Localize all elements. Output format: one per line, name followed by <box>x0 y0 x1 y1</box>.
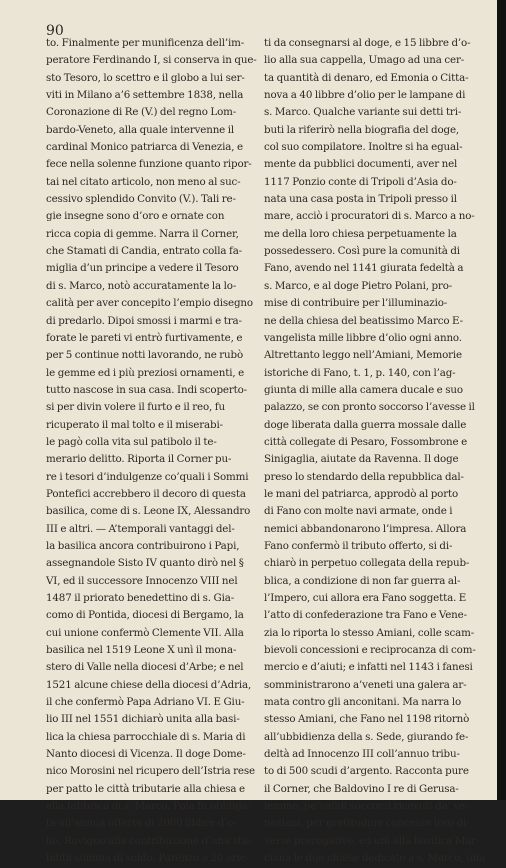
text-line: l’atto di confederazione tra Fano e Vene- <box>264 609 467 622</box>
page-number: 90 <box>46 23 64 39</box>
text-line: nico Morosini nel ricupero dell’Istria rese <box>46 765 255 778</box>
text-line: istoriche di Fano, t. 1, p. 140, con l’ag- <box>264 366 456 379</box>
text-line: zia lo riporta lo stesso Amiani, colle scam- <box>264 626 475 639</box>
text-line: stesso Amiani, che Fano nel 1198 ritornò <box>264 713 470 726</box>
text-line: Fano confermò il tributo offerto, si di- <box>264 539 453 552</box>
text-line: blica, a condizione di non far guerra al- <box>264 574 461 587</box>
text-line: cardinal Monico patriarca di Venezia, e <box>46 141 243 154</box>
text-line: ne della chiesa del beatissimo Marco E- <box>264 314 463 327</box>
text-line: re i tesori d’indulgenze co’quali i Sommi <box>46 470 249 483</box>
text-line: le gemme ed i più preziosi ornamenti, e <box>46 366 245 379</box>
text-line: me della loro chiesa perpetuamente la <box>264 227 457 240</box>
text-line: 1487 il priorato benedettino di s. Gia- <box>46 592 235 604</box>
text-line: Coronazione di Re (V.) del regno Lom- <box>46 106 237 119</box>
text-line: preso lo stendardo della repubblica dal- <box>264 470 464 483</box>
text-line: alla fabbrica di s. Marco. Pola fu obbliga- <box>46 800 251 813</box>
text-line: le mani del patriarca, approdò al porto <box>264 487 459 500</box>
text-line: mente da pubblici documenti, aver nel <box>264 158 458 171</box>
text-line: neziani, per gratitudine concesse loro di- <box>264 817 470 830</box>
text-line: VI, ed il successore Innocenzo VIII nel <box>46 574 238 587</box>
text-line: col suo compilatore. Inoltre si ha egual- <box>264 141 463 154</box>
text-line: si per divin volere il furto e il reo, fu <box>46 401 225 414</box>
text-line: cessivo splendido Convito (V.). Tali re- <box>46 193 236 206</box>
text-line: giunta di mille alla camera ducale e suo <box>264 383 463 396</box>
text-line: basilica, come di s. Leone IX, Alessandro <box>46 505 251 518</box>
text-line: lio III nel 1551 dichiarò unita alla basi- <box>46 713 240 726</box>
text-line: nemici abbandonarono l’impresa. Allora <box>264 522 467 535</box>
text-line: deltà ad Innocenzo III coll’annuo tribu- <box>264 748 460 761</box>
text-line: nata una casa posta in Tripoli presso il <box>264 193 457 206</box>
text-line: viti in Milano a’6 settembre 1838, nella <box>46 89 244 102</box>
text-line: bilita somma di soldo, Parenzo a 20 arie- <box>46 852 249 865</box>
text-line: to. Finalmente per munificenza dell’im- <box>46 37 245 49</box>
text-line: cui unione confermò Clemente VII. Alla <box>46 626 244 639</box>
text-line: peratore Ferdinando I, si conserva in que- <box>46 54 257 67</box>
text-line: to di 500 scudi d’argento. Racconta pure <box>264 765 469 778</box>
text-line: lemme, pe’validi soccorsi ricevuti da’ ve- <box>264 800 469 813</box>
text-line: Sinigaglia, aiutate da Ravenna. Il doge <box>264 453 459 466</box>
text-line: mercio e d’aiuti; e infatti nel 1143 i fanesi <box>264 661 473 674</box>
text-line: verse prerogative, ed unì alla basilica Mar- <box>264 834 480 847</box>
text-line: tai nel citato articolo, non meno al suc- <box>46 175 241 188</box>
text-line: le pagò colla vita sul patibolo il te- <box>46 435 217 448</box>
text-line: di predarlo. Dipoi smossi i marmi e tra- <box>46 314 242 327</box>
text-line: buti la riferirò nella biografia del doge, <box>264 123 460 136</box>
text-line: calità per aver concepito l’empio disegno <box>46 297 253 310</box>
text-line: che Stamati di Candia, entrato colla fa- <box>46 245 243 258</box>
text-line: basilica nel 1519 Leone X unì il mona- <box>46 644 237 657</box>
right-text-column <box>264 35 486 868</box>
text-line: stero di Valle nella diocesi d’Arbe; e nel <box>46 661 244 674</box>
text-line: Altrettanto leggo nell’Amiani, Memorie <box>264 349 462 362</box>
text-line: somministrarono a’veneti una galera ar- <box>264 678 467 691</box>
text-line: merario delitto. Riporta il Corner pu- <box>46 453 232 466</box>
text-line: il Corner, che Baldovino I re di Gerusa- <box>264 782 459 795</box>
text-line: doge liberata dalla guerra mossale dalle <box>264 418 467 431</box>
text-line: bardo-Veneto, alla quale intervenne il <box>46 123 235 136</box>
text-line: Pontefici accrebbero il decoro di questa <box>46 487 246 500</box>
text-line: assegnandole Sisto IV quanto dirò nel § <box>46 557 244 570</box>
text-line: sto Tesoro, lo scettro e il globo a lui ser- <box>46 71 245 84</box>
text-line: città collegate di Pesaro, Fossombrone e <box>264 435 468 448</box>
text-line: la basilica ancora contribuirono i Papi, <box>46 539 240 552</box>
text-line: lio alla sua cappella, Umago ad una cer- <box>264 54 465 67</box>
text-line: bievoli concessioni e reciprocanza di com- <box>264 644 476 657</box>
text-line: III e altri. — A’temporali vantaggi del- <box>46 522 235 535</box>
text-line: mare, acciò i procuratori di s. Marco a no- <box>264 210 475 223</box>
text-line: all’ubbidienza della s. Sede, giurando fe- <box>264 730 469 743</box>
text-line: ti da consegnarsi al doge, e 15 libbre d’o- <box>264 37 471 49</box>
text-line: il che confermò Papa Adriano VI. E Giu- <box>46 696 245 709</box>
text-line: nova a 40 libbre d’olio per le lampane di <box>264 89 466 102</box>
text-line: lio, Rovigno alla contribuzione d’una sta- <box>46 834 252 847</box>
text-line: mata contro gli anconitani. Ma narra lo <box>264 696 462 709</box>
text-line: per 5 continue notti lavorando, ne rubò <box>46 349 244 362</box>
text-line: forate le pareti vi entrò furtivamente, e <box>46 331 243 344</box>
text-line: 1117 Ponzio conte di Tripoli d’Asia do- <box>264 175 457 188</box>
text-line: ricca copia di gemme. Narra il Corner, <box>46 227 239 240</box>
text-line: miglia d’un principe a vedere il Tesoro <box>46 262 239 275</box>
text-line: di Fano con molte navi armate, onde i <box>264 505 453 518</box>
text-line: Fano, avendo nel 1141 giurata fedeltà a <box>264 262 464 275</box>
text-line: l’Impero, cui allora era Fano soggetta. E <box>264 592 467 604</box>
text-line: s. Marco. Qualche variante sui detti tri- <box>264 106 462 119</box>
text-line: ciana le due chiese dedicate a s. Marco, una <box>264 852 486 865</box>
text-line: possedessero. Così pure la comunità di <box>264 245 460 258</box>
left-text-column <box>46 35 256 868</box>
text-line: fece nella solenne funzione quanto ripor- <box>46 158 252 171</box>
text-line: tutto nascose in sua casa. Indi scoperto- <box>46 383 247 396</box>
text-line: chiarò in perpetuo collegata della repub- <box>264 557 470 570</box>
text-line: mise di contribuire per l’illuminazio- <box>264 297 448 310</box>
text-line: ricuperato il mal tolto e il miserabi- <box>46 418 223 431</box>
text-line: ta all’annua offerta di 2000 libbre d’o- <box>46 817 237 830</box>
text-line: gie insegne sono d’oro e ornate con <box>46 210 225 223</box>
text-line: ta quantità di denaro, ed Emonia o Citta- <box>264 71 469 84</box>
text-line: per patto le città tributarie alla chiesa e <box>46 782 245 795</box>
text-line: lica la chiesa parrocchiale di s. Maria di <box>46 730 246 743</box>
text-line: Nanto diocesi di Vicenza. Il doge Dome- <box>46 748 246 761</box>
text-line: 1521 alcune chiese della diocesi d’Adria, <box>46 678 252 691</box>
text-line: vangelista mille libbre d’olio ogni anno. <box>264 331 462 344</box>
text-line: palazzo, se con pronto soccorso l’avesse il <box>264 401 475 414</box>
text-line: di s. Marco, notò accuratamente la lo- <box>46 279 237 292</box>
page-edge-shadow <box>497 0 506 800</box>
text-line: s. Marco, e al doge Pietro Polani, pro- <box>264 279 453 292</box>
text-line: como di Pontida, diocesi di Bergamo, la <box>46 609 244 622</box>
